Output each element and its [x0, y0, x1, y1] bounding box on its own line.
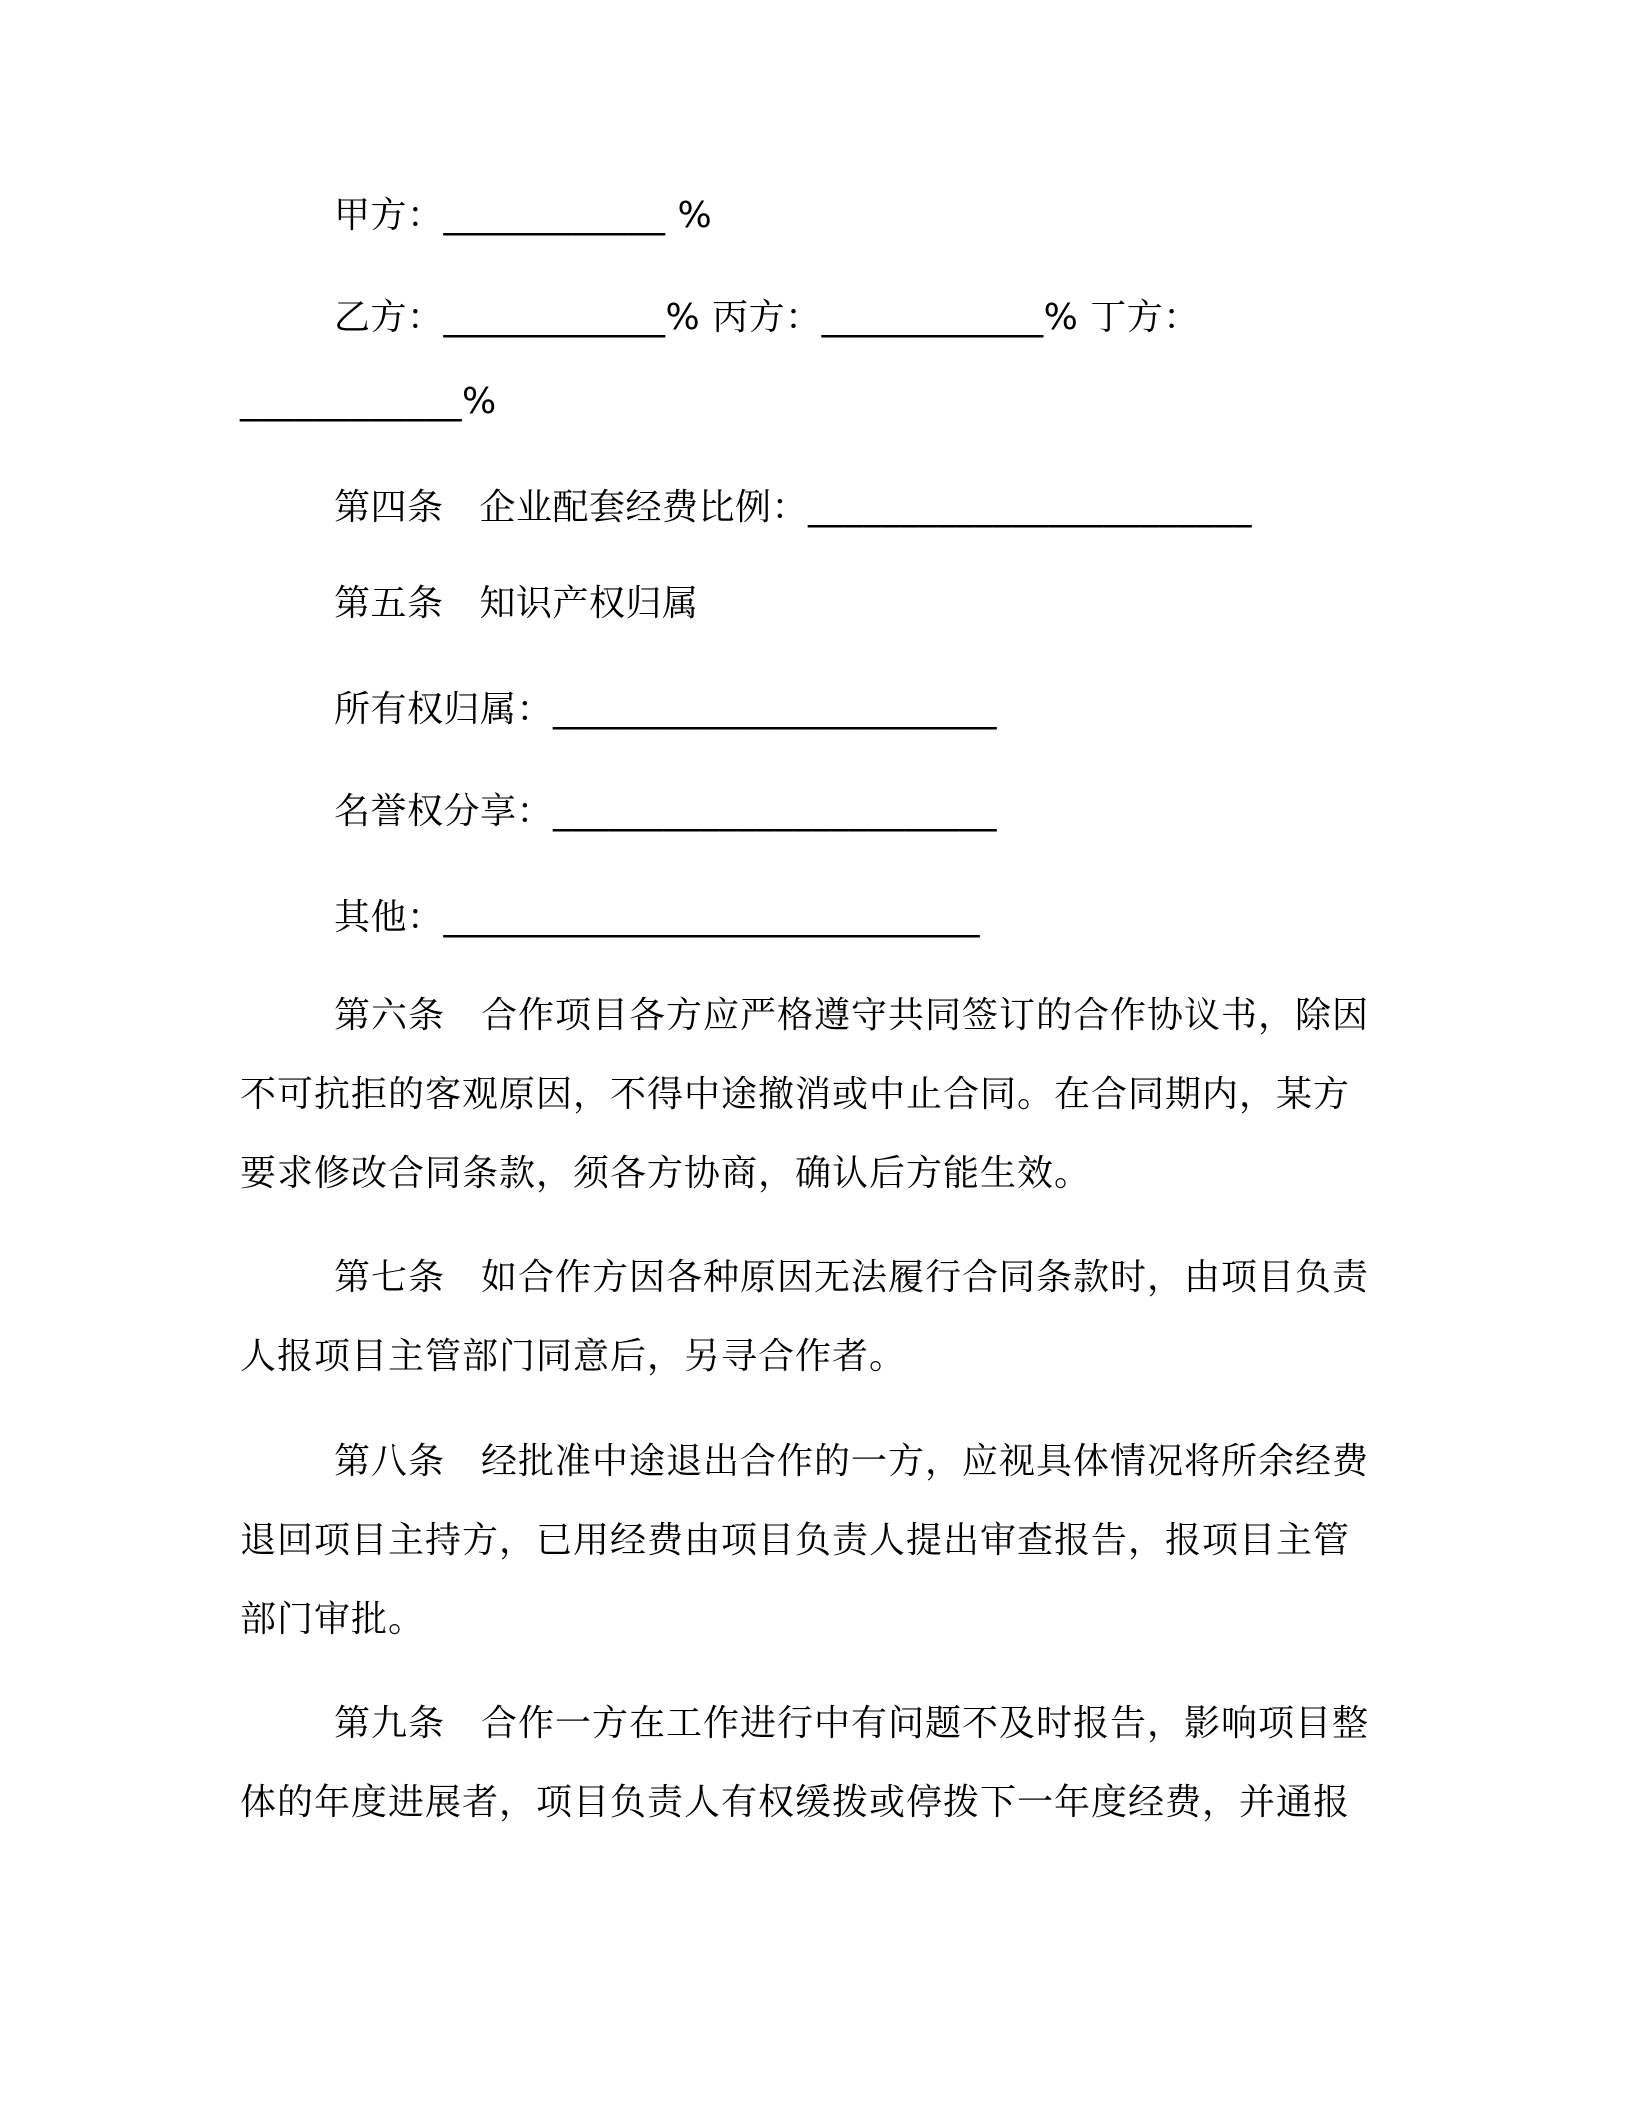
- ownership-line: 所有权归属：________________________: [334, 689, 998, 730]
- article-8-text: 经批准中途退出合作的一方，应视具体情况将所余经费退回项目主持方，已用经费由项目负责人提出审查报告，报项目主管部门审批。: [240, 1441, 1370, 1640]
- article-4: [334, 488, 1252, 528]
- other-line: 其他：_____________________________: [334, 897, 981, 938]
- honor-line: 名誉权分享：________________________: [334, 791, 998, 832]
- article-7-number: 第七条: [334, 1257, 446, 1298]
- article-5-number: 第五条: [334, 583, 444, 624]
- article-6-text: 合作项目各方应严格遵守共同签订的合作协议书，除因不可抗拒的客观原因，不得中途撤消或中止合同。在合同期内，某方要求修改合同条款，须各方协商，确认后方能生效。: [240, 995, 1370, 1194]
- article-7: [240, 1238, 1380, 1396]
- article-5: [334, 584, 699, 624]
- article-5-title: 知识产权归属: [479, 583, 699, 624]
- article-7-text: 如合作方因各种原因无法履行合同条款时，由项目负责人报项目主管部门同意后，另寻合作者。: [240, 1257, 1370, 1377]
- article-6: [240, 976, 1380, 1213]
- article-9-text: 合作一方在工作进行中有问题不及时报告，影响项目整体的年度进展者，项目负责人有权缓拨或停拨下一年度经费，并通报: [240, 1703, 1370, 1823]
- article-8-number: 第八条: [334, 1441, 446, 1482]
- party-d-share-value: ____________%: [240, 381, 497, 422]
- article-4-number: 第四条: [334, 487, 444, 528]
- article-4-text: 企业配套经费比例：________________________: [479, 487, 1253, 528]
- article-8: [240, 1422, 1380, 1659]
- article-9: [240, 1684, 1380, 1842]
- party-a-share: 甲方：____________ %: [334, 195, 713, 236]
- article-6-number: 第六条: [334, 995, 446, 1036]
- article-9-number: 第九条: [334, 1703, 446, 1744]
- party-b-c-d-share: 乙方：____________% 丙方：____________% 丁方：: [334, 297, 1200, 338]
